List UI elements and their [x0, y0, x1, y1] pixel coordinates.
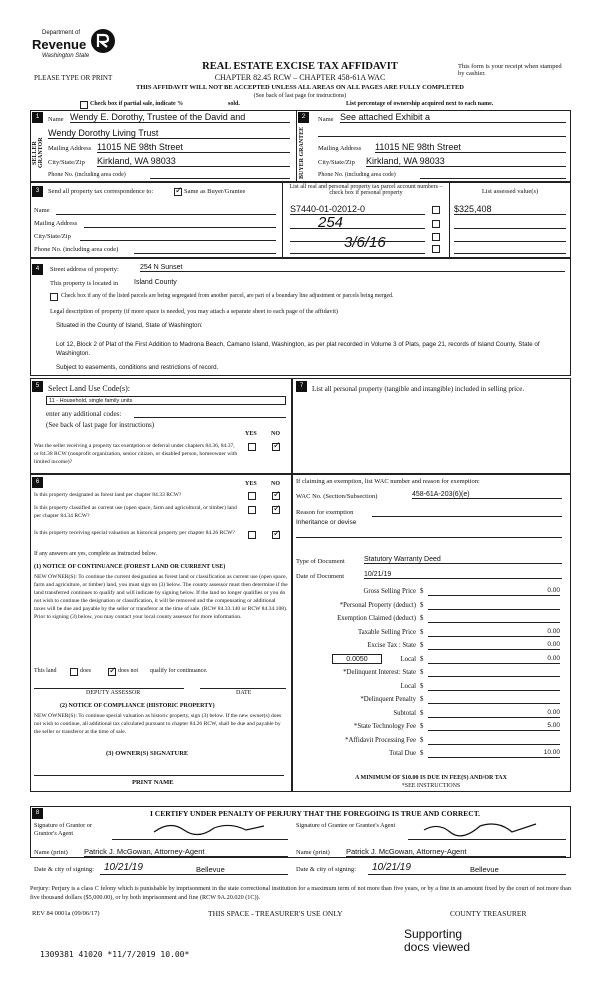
- sold-label: sold.: [228, 101, 240, 107]
- section-8-number: 8: [32, 808, 43, 819]
- section-3-number: 3: [32, 186, 43, 197]
- notice-continuance-title: (1) NOTICE OF CONTINUANCE (FOREST LAND OR CURRENT USE): [34, 564, 226, 570]
- section-1-number: 1: [32, 112, 43, 123]
- doc-date-value[interactable]: 10/21/19: [364, 571, 562, 579]
- dor-logo-icon: [90, 28, 116, 54]
- grantor-city-value[interactable]: Bellevue: [196, 865, 225, 874]
- same-as-buyer-label: Same as Buyer/Grantee: [184, 188, 246, 195]
- calc-row-dollar: $: [420, 588, 424, 595]
- calc-row-label: Total Due: [389, 750, 416, 757]
- local-rate-box[interactable]: 0.0050: [332, 654, 382, 664]
- calc-row-label: Taxable Selling Price: [357, 629, 416, 636]
- section-5-number: 5: [32, 381, 43, 392]
- notice-compliance-body: NEW OWNER(S): To continue special valuation as historic property, sign (3) below. If the new owner(s) does not wish to continue, all additional tax calculated pursuant to chapter 84.26 RCW, shall be due and payable by the seller or transferor at the time of sale.: [34, 713, 282, 735]
- calc-row-dollar: $: [420, 642, 424, 649]
- land-does-not-checkbox[interactable]: [108, 668, 116, 676]
- s5-no-header: NO: [271, 431, 280, 437]
- seller-name-value[interactable]: Wendy E. Dorothy, Trustee of the David and: [70, 112, 290, 123]
- section-7-number: 7: [296, 381, 307, 392]
- wac-value[interactable]: 458-61A-203(6)(e): [412, 491, 562, 499]
- street-value[interactable]: 254 N Sunset: [140, 264, 565, 272]
- wac-label: WAC No. (Section/Subsection): [296, 493, 378, 500]
- form-chapter: CHAPTER 82.45 RCW – CHAPTER 458-61A WAC: [214, 73, 386, 82]
- calc-row-value[interactable]: [428, 736, 560, 745]
- current-use-question: Is this property classified as current use (open space, farm and agricultural, or timber) land per chapter 84.34 RCW?: [34, 505, 237, 519]
- land-use-select[interactable]: 11 - Household, single family units: [46, 396, 286, 405]
- calc-row-value[interactable]: [428, 668, 560, 677]
- perjury-text: Perjury: Perjury is a class C felony which is punishable by imprisonment in the state correctional institution for a maximum term of not more than five years, or by a fine in an amount fixed by the court of not more than five thousand dollars ($5,000.00), or by both imprisonment and fine (RCW 9A.20.020 (1C)).: [30, 885, 571, 901]
- grantor-date-label: Date & city of signing:: [34, 866, 94, 873]
- calc-row-label: Local: [400, 656, 416, 663]
- calc-row-label: *Delinquent Penalty: [360, 696, 416, 703]
- partial-sale-checkbox[interactable]: [80, 101, 88, 109]
- section-6-number: 6: [32, 477, 43, 488]
- calc-row-label: Subtotal: [393, 710, 416, 717]
- s6-no-header: NO: [271, 481, 280, 487]
- section-6-box: [30, 474, 292, 792]
- s3-city-label: City/State/Zip: [34, 233, 71, 240]
- situated-text: Situated in the County of Island, State of Washington:: [56, 322, 203, 329]
- seller-mailing-value[interactable]: 11015 NE 98th Street: [97, 142, 290, 153]
- deputy-assessor-label: DEPUTY ASSESSOR: [86, 690, 141, 696]
- dept-line3: Washington State: [42, 53, 90, 59]
- additional-codes-label: enter any additional codes:: [46, 410, 122, 418]
- land-use-see-back: (See back of last page for instructions): [46, 421, 155, 429]
- legal-description: Lot 12, Block 2 of Plat of the First Addition to Madrona Beach, Camano Island, Washington, as per plat recorded in Volume 3 of Plats, page 21, records of Island County, State of Washington.: [56, 341, 540, 357]
- calc-row-label: *Delinquent Interest: State: [343, 669, 416, 676]
- calc-row-value[interactable]: 0.00: [428, 709, 560, 718]
- this-land-label: This land: [34, 668, 57, 674]
- parcel-3-personal-checkbox[interactable]: [432, 233, 440, 241]
- calc-row-dollar: $: [420, 656, 424, 663]
- grantor-name-label: Name (print): [34, 849, 68, 856]
- current-use-yes-checkbox[interactable]: [248, 506, 256, 514]
- parcel-header: List all real and personal property tax parcel account numbers – check box if personal property: [289, 184, 443, 196]
- calc-row-dollar: $: [420, 615, 424, 622]
- buyer-city-value[interactable]: Kirkland, WA 98033: [366, 156, 566, 167]
- send-correspondence-label: Send all property tax correspondence to:: [48, 188, 154, 195]
- county-treasurer-label: COUNTY TREASURER: [450, 909, 527, 918]
- assessed-header: List assessed value(s): [481, 188, 539, 195]
- grantee-signature-label: Signature of Grantee or Grantee's Agent: [296, 822, 396, 829]
- handwritten-note-1: 254: [318, 214, 344, 231]
- exemption-claim-label: If claiming an exemption, list WAC number and reason for exemption:: [296, 478, 480, 485]
- assessed-value[interactable]: $325,408: [454, 204, 566, 215]
- calc-row-dollar: $: [420, 683, 424, 690]
- forest-yes-checkbox[interactable]: [248, 492, 256, 500]
- s5-yes-header: YES: [245, 431, 257, 437]
- supporting-docs-note: Supporting docs viewed: [404, 927, 471, 954]
- grantor-signature-scribble: [150, 818, 270, 838]
- qualify-label: qualify for continuance.: [150, 668, 208, 674]
- reason-label: Reason for exemption: [296, 509, 354, 516]
- buyer-city-label: City/State/Zip: [318, 159, 355, 166]
- form-title: REAL ESTATE EXCISE TAX AFFIDAVIT: [202, 61, 398, 72]
- calc-row-label: Local: [400, 683, 416, 690]
- please-type: PLEASE TYPE OR PRINT: [34, 74, 113, 82]
- seller-city-label: City/State/Zip: [48, 159, 85, 166]
- same-as-buyer-checkbox[interactable]: [174, 188, 182, 196]
- calc-row-value[interactable]: [428, 614, 560, 623]
- calc-row-dollar: $: [420, 750, 424, 757]
- calc-row-dollar: $: [420, 602, 424, 609]
- grantor-signature-label: Signature of Grantor or Grantor's Agent: [34, 822, 92, 837]
- seller-city-value[interactable]: Kirkland, WA 98033: [97, 156, 290, 167]
- receipt-note: This form is your receipt when stamped by cashier.: [458, 63, 562, 77]
- form-warning: THIS AFFIDAVIT WILL NOT BE ACCEPTED UNLESS ALL AREAS ON ALL PAGES ARE FULLY COMPLETED: [136, 84, 464, 91]
- calc-row-dollar: $: [420, 723, 424, 730]
- see-back-top: (See back of last page for instructions): [253, 93, 347, 99]
- parcel-1-personal-checkbox[interactable]: [432, 206, 440, 214]
- s3-name-label: Name: [34, 207, 50, 214]
- treasurer-space-label: THIS SPACE - TREASURER'S USE ONLY: [208, 909, 343, 918]
- calc-row-value[interactable]: 0.00: [428, 628, 560, 637]
- street-label: Street address of property:: [50, 266, 119, 273]
- owner-signature-label: (3) OWNER(S) SIGNATURE: [106, 750, 189, 757]
- grantee-name-value[interactable]: Patrick J. McGowan, Attorney-Agent: [346, 847, 566, 857]
- seller-exemption-no-checkbox[interactable]: [272, 443, 280, 451]
- treasurer-stamp: 1309381 41020 *11/7/2019 10.00*: [40, 950, 190, 959]
- buyer-mailing-value[interactable]: 11015 NE 98th Street: [375, 142, 566, 153]
- ownership-list: List percentage of ownership acquired next to each name.: [346, 101, 494, 107]
- seller-phone-label: Phone No. (including area code): [48, 172, 126, 178]
- print-name-label: PRINT NAME: [132, 779, 174, 786]
- doc-date-label: Date of Document: [296, 573, 345, 580]
- calc-row-dollar: $: [420, 710, 424, 717]
- buyer-mailing-label: Mailing Address: [318, 145, 362, 152]
- segregated-label: Check box if any of the listed parcels are being segregated from another parcel, are part of a boundary line adjustment or parcels being merged.: [61, 293, 394, 299]
- calc-row-label: *Affidavit Processing Fee: [345, 737, 416, 744]
- calc-row-value[interactable]: 10.00: [428, 749, 560, 758]
- land-use-label: Select Land Use Code(s):: [48, 384, 130, 393]
- county-value[interactable]: Island County: [134, 279, 177, 286]
- land-does-label: does: [80, 668, 91, 674]
- doc-type-value[interactable]: Statutory Warranty Deed: [364, 556, 562, 564]
- minimum-note: A MINIMUM OF $10.00 IS DUE IN FEE(S) AND/OR TAX: [355, 775, 507, 781]
- seller-side-label: SELLER GRANTOR: [32, 137, 44, 169]
- buyer-name-label: Name: [318, 116, 334, 123]
- dor-logo: [32, 26, 122, 66]
- grantor-date-value[interactable]: 10/21/19: [104, 862, 143, 873]
- seller-exemption-question: Was the seller receiving a property tax exemption or deferral under chapters 84.36, 84.37, or 84.38 RCW (nonprofit organization, senior citizen, or disabled person, homeowner with limited income)?: [34, 443, 238, 465]
- parcel-2-personal-checkbox[interactable]: [432, 220, 440, 228]
- s3-phone-label: Phone No. (including area code): [34, 246, 119, 253]
- grantee-city-value[interactable]: Bellevue: [470, 865, 499, 874]
- calc-row-value[interactable]: 5.00: [428, 722, 560, 731]
- calc-row-dollar: $: [420, 696, 424, 703]
- calc-row-label: Excise Tax : State: [367, 642, 416, 649]
- current-use-no-checkbox[interactable]: [272, 506, 280, 514]
- county-label: This property is located in: [50, 280, 119, 287]
- land-does-checkbox[interactable]: [70, 668, 78, 676]
- buyer-phone-label: Phone No. (including area code): [318, 172, 396, 178]
- handwritten-note-2: 3/6/16: [344, 234, 386, 251]
- section-4-box: [30, 258, 571, 376]
- grantor-name-value[interactable]: Patrick J. McGowan, Attorney-Agent: [84, 847, 288, 857]
- historic-question: Is this property receiving special valuation as historical property per chapter 84.26 RCW?: [34, 530, 235, 536]
- calc-row-value[interactable]: [428, 695, 560, 704]
- grantee-date-value[interactable]: 10/21/19: [372, 862, 411, 873]
- personal-property-label: List all personal property (tangible and intangible) included in selling price.: [312, 385, 525, 393]
- historic-yes-checkbox[interactable]: [248, 531, 256, 539]
- grantee-name-label: Name (print): [296, 849, 330, 856]
- doc-type-label: Type of Document: [296, 558, 345, 565]
- parcel-value[interactable]: S7440-01-02012-0: [290, 204, 425, 215]
- certify-text: I CERTIFY UNDER PENALTY OF PERJURY THAT THE FOREGOING IS TRUE AND CORRECT.: [150, 809, 481, 818]
- buyer-side-label: BUYER GRANTEE: [299, 126, 305, 180]
- land-does-not-label: does not: [118, 668, 139, 674]
- s3-mailing-label: Mailing Address: [34, 220, 78, 227]
- notice-continuance-body: NEW OWNER(S): To continue the current designation as forest land or classification as current use (open space, farm and agriculture, or timber) land, you must sign on (3) below. The county assessor must then determine if the land transferred continues to qualify and will indicate by signing below. If the land no longer qualifies or you do not wish to continue the designation or classification, it will be removed and the compensating or additional taxes will be due and payable by the seller or transferor at the time of sale. (RCW 84.33.140 or RCW 84.34.108). Prior to signing (3) below, you may contact your local county assessor for more information.: [34, 574, 288, 621]
- seller-mailing-label: Mailing Address: [48, 145, 92, 152]
- seller-name-value2[interactable]: Wendy Dorothy Living Trust: [48, 128, 290, 139]
- grantee-signature-scribble: [420, 818, 540, 838]
- legal-label: Legal description of property (if more space is needed, you may attach a separate sheet to each page of the affidavit): [50, 308, 338, 315]
- notice-compliance-title: (2) NOTICE OF COMPLIANCE (HISTORIC PROPERTY): [60, 703, 215, 709]
- rev-label: REV 84 0001a (09/06/17): [32, 910, 100, 917]
- calc-row-dollar: $: [420, 629, 424, 636]
- buyer-name-value[interactable]: See attached Exhibit a: [340, 112, 566, 123]
- calc-row-value[interactable]: 0.00: [428, 655, 560, 664]
- partial-sale-label: Check box if partial sale, indicate %: [90, 101, 184, 107]
- s6-yes-header: YES: [245, 481, 257, 487]
- historic-no-checkbox[interactable]: [272, 531, 280, 539]
- calc-row-label: *State Technology Fee: [353, 723, 416, 730]
- seller-name-label: Name: [48, 116, 64, 123]
- section-4-number: 4: [32, 264, 43, 275]
- forest-no-checkbox[interactable]: [272, 492, 280, 500]
- segregated-checkbox[interactable]: [50, 293, 58, 301]
- dept-line2: Revenue: [32, 37, 87, 52]
- calc-row-value[interactable]: 0.00: [428, 641, 560, 650]
- parcel-4-personal-checkbox[interactable]: [432, 245, 440, 253]
- calc-row-dollar: $: [420, 737, 424, 744]
- calc-row-value[interactable]: [428, 601, 560, 610]
- seller-exemption-yes-checkbox[interactable]: [248, 443, 256, 451]
- section-2-number: 2: [298, 112, 309, 123]
- date-label: DATE: [236, 690, 252, 696]
- dept-line1: Department of: [42, 30, 81, 36]
- calc-row-label: Exemption Claimed (deduct): [337, 615, 416, 622]
- calc-row-label: Gross Selling Price: [363, 588, 416, 595]
- forest-land-question: Is this property designated as forest land per chapter 84.33 RCW?: [34, 492, 182, 498]
- grantee-date-label: Date & city of signing:: [296, 866, 356, 873]
- if-yes-text: If any answers are yes, complete as instructed below.: [34, 551, 157, 557]
- calc-row-label: *Personal Property (deduct): [339, 602, 416, 609]
- calc-row-value[interactable]: 0.00: [428, 587, 560, 596]
- calc-row-value[interactable]: [428, 682, 560, 691]
- reason-value[interactable]: Inheritance or devise: [296, 519, 357, 526]
- subject-text: Subject to easements, conditions and restrictions of record.: [56, 364, 219, 371]
- calc-row-dollar: $: [420, 669, 424, 676]
- see-instructions: *SEE INSTRUCTIONS: [401, 783, 461, 789]
